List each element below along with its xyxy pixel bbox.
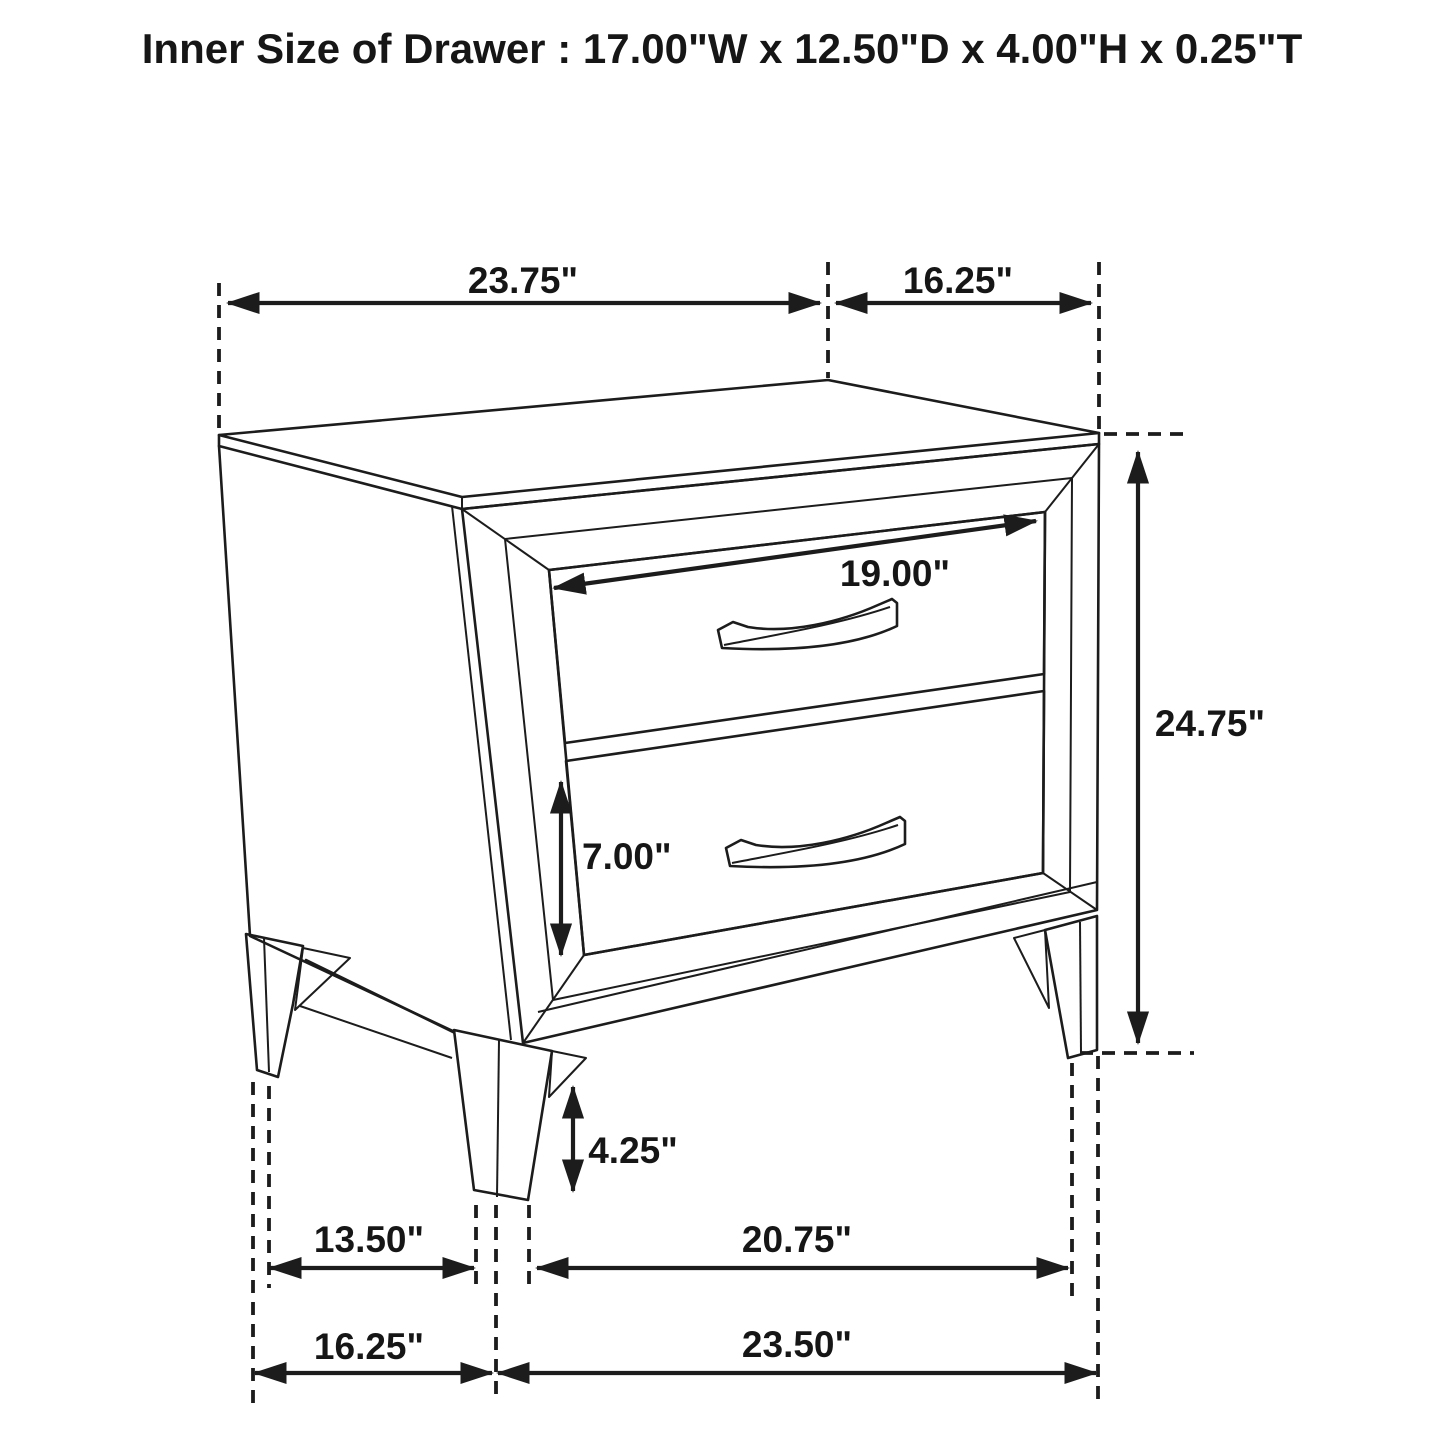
side-stretcher-rail	[300, 960, 455, 1058]
dimension-top-depth	[836, 260, 1091, 303]
back-left-leg	[246, 934, 350, 1077]
dim-label-base-depth-inner: 13.50"	[313, 1219, 425, 1260]
dimension-top-width	[228, 260, 820, 303]
page-title: Inner Size of Drawer : 17.00"W x 12.50"D x 4.00"H x 0.25"T	[141, 25, 1303, 72]
dimension-drawer-width	[554, 521, 1036, 594]
dimension-leg-height	[573, 1087, 678, 1191]
dimension-base-width-inner	[537, 1219, 1068, 1268]
front-left-leg	[454, 1030, 586, 1200]
left-side-panel	[219, 446, 511, 1040]
dim-label-drawer-width: 19.00"	[839, 553, 951, 594]
dim-label-base-width-inner: 20.75"	[741, 1219, 853, 1260]
dim-label-base-width: 23.50"	[741, 1324, 853, 1365]
front-right-leg	[1014, 916, 1097, 1058]
dimension-base-depth	[255, 1326, 492, 1373]
cabinet-front-frame	[462, 444, 1099, 1043]
dim-label-base-depth: 16.25"	[313, 1326, 425, 1367]
bottom-drawer	[566, 691, 1044, 955]
dimension-drawer-height	[561, 782, 672, 955]
dim-label-drawer-height: 7.00"	[582, 836, 672, 877]
dimension-base-width	[498, 1324, 1096, 1373]
top-drawer	[549, 512, 1045, 743]
dim-label-top-width: 23.75"	[467, 260, 579, 301]
nightstand-drawing	[219, 380, 1099, 1200]
dimension-base-depth-inner	[270, 1219, 474, 1268]
dim-label-leg-height: 4.25"	[588, 1130, 678, 1171]
dim-label-top-depth: 16.25"	[902, 260, 1014, 301]
dimension-overall-height	[1138, 452, 1265, 1043]
dim-label-overall-height: 24.75"	[1154, 703, 1266, 744]
